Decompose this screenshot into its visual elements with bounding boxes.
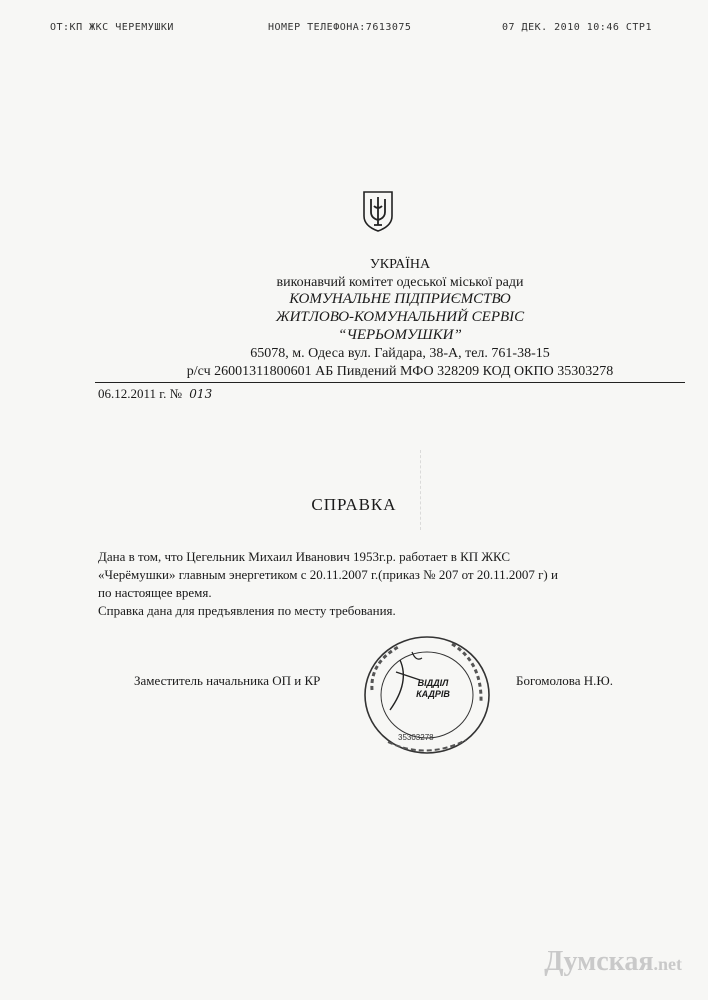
watermark-tld: .net [653,954,682,974]
signatory-name: Богомолова Н.Ю. [516,673,614,688]
committee-line: виконавчий комітет одеської міської ради [276,275,524,290]
org-service-line: ЖИТЛОВО-КОМУНАЛЬНИЙ СЕРВІС [275,309,525,325]
document-date-text: 06.12.2011 г. № [98,386,183,401]
document-title: СПРАВКА [311,495,397,514]
body-line-1: Дана в том, что Цегельник Михаил Иванович 1953г.р. работает в КП ЖКС [98,549,511,564]
purpose-line: Справка дана для предъявления по месту требования. [98,603,396,618]
org-name-line: “ЧЕРЬОМУШКИ” [338,327,462,343]
coat-of-arms-icon [362,190,394,232]
body-line-3: по настоящее время. [98,585,212,600]
fax-datetime: 07 ДЕК. 2010 10:46 СТР1 [502,22,652,33]
scan-artifact [420,450,435,530]
watermark [544,946,682,978]
stamp-center-text: ВІДДІЛ КАДРІВ [416,678,450,699]
org-type-line: КОМУНАЛЬНЕ ПІДПРИЄМСТВО [289,291,511,307]
signatory-position: Заместитель начальника ОП и КР [134,673,321,688]
country-heading: УКРАЇНА [369,257,431,272]
stamp-code: 35303278 [398,733,434,742]
watermark-brand: Думская [544,946,654,977]
document-number: 013 [189,387,213,401]
fax-sender: ОТ:КП ЖКС ЧЕРЕМУШКИ [50,22,174,33]
document-date [98,386,212,402]
bank-details-line: р/сч 26001311800601 АБ Пивдений МФО 328209 КОД ОКПО 35303278 [186,364,614,379]
letterhead-divider [95,382,685,383]
fax-phone: НОМЕР ТЕЛЕФОНА:7613075 [268,22,412,33]
body-line-2: «Черёмушки» главным энергетиком с 20.11.2007 г.(приказ № 207 от 20.11.2007 г) и [98,567,558,582]
address-line: 65078, м. Одеса вул. Гайдара, 38-А, тел. 761-38-15 [250,346,550,361]
